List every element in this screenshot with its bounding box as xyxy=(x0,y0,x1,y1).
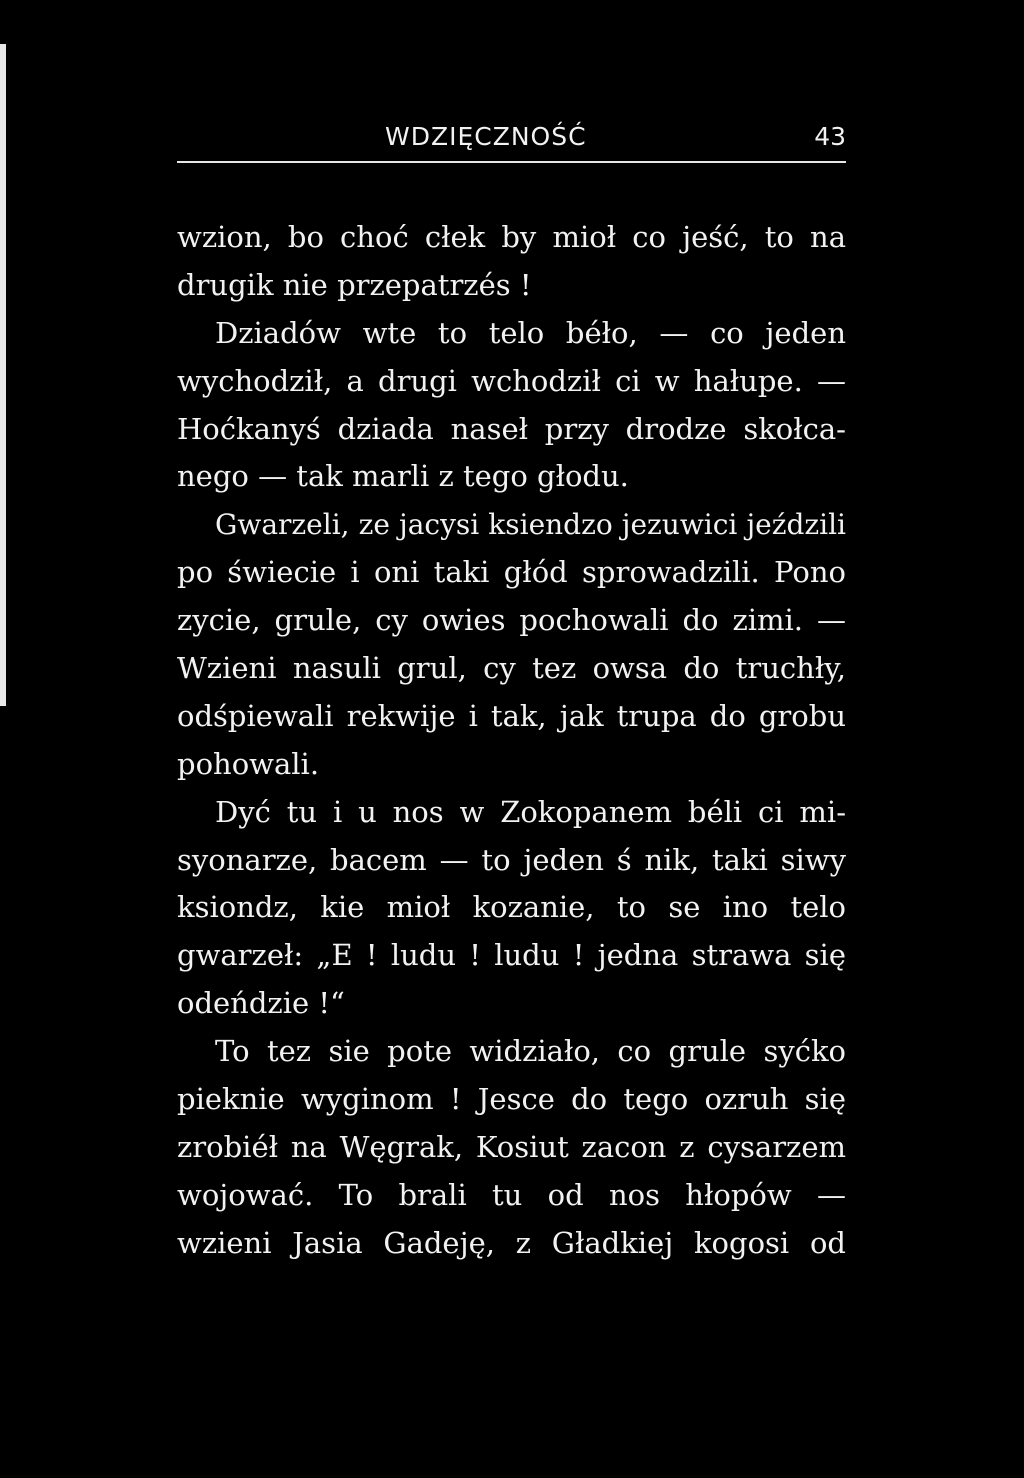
text-line: zycie, grule, cy owies pochowali do zimi. — xyxy=(177,603,846,638)
text-line: syonarze, bacem — to jeden ś nik, taki siwy xyxy=(177,842,846,877)
text-line: pieknie wyginom ! Jesce do tego ozruh się xyxy=(177,1082,846,1117)
text-line: Dyć tu i u nos w Zokopanem béli ci mi- xyxy=(215,794,846,829)
text-line: To tez sie pote widziało, co grule syćko xyxy=(215,1034,846,1069)
text-line: drugik nie przepatrzés ! xyxy=(177,267,532,302)
text-line: wychodził, a drugi wchodził ci w hałupe. — xyxy=(177,363,846,398)
page-edge xyxy=(0,44,6,706)
text-line: po świecie i oni taki głód sprowadzili. Pono xyxy=(177,555,846,590)
text-line: odśpiewali rekwije i tak, jak trupa do grobu xyxy=(177,698,846,733)
text-line: Hoćkanyś dziada naseł przy drodze skołca- xyxy=(177,411,846,446)
header-rule xyxy=(177,161,846,163)
text-line: odeńdzie !“ xyxy=(177,986,345,1021)
body-text xyxy=(177,214,846,1268)
text-line: wojować. To brali tu od nos hłopów — xyxy=(177,1177,846,1212)
running-title: WDZIĘCZNOŚĆ xyxy=(385,122,587,151)
text-line: Dziadów wte to telo béło, — co jeden xyxy=(215,315,846,350)
text-line: wzieni Jasia Gadeję, z Gładkiej kogosi od xyxy=(177,1225,846,1260)
text-line: nego — tak marli z tego głodu. xyxy=(177,459,629,494)
page-number: 43 xyxy=(814,122,846,151)
text-line: zrobiéł na Węgrak, Kosiut zacon z cysarzem xyxy=(177,1129,846,1164)
text-line: ksiondz, kie mioł kozanie, to se ino telo xyxy=(177,890,846,925)
text-line: wzion, bo choć cłek by mioł co jeść, to na xyxy=(177,220,846,254)
text-line: Wzieni nasuli grul, cy tez owsa do truchły, xyxy=(177,651,846,686)
running-header xyxy=(177,122,846,162)
text-line: Gwarzeli, ze jacysi ksiendzo jezuwici jeździli xyxy=(215,508,846,542)
text-line: pohowali. xyxy=(177,746,320,781)
text-line: gwarzeł: „E ! ludu ! ludu ! jedna strawa się xyxy=(177,938,846,973)
